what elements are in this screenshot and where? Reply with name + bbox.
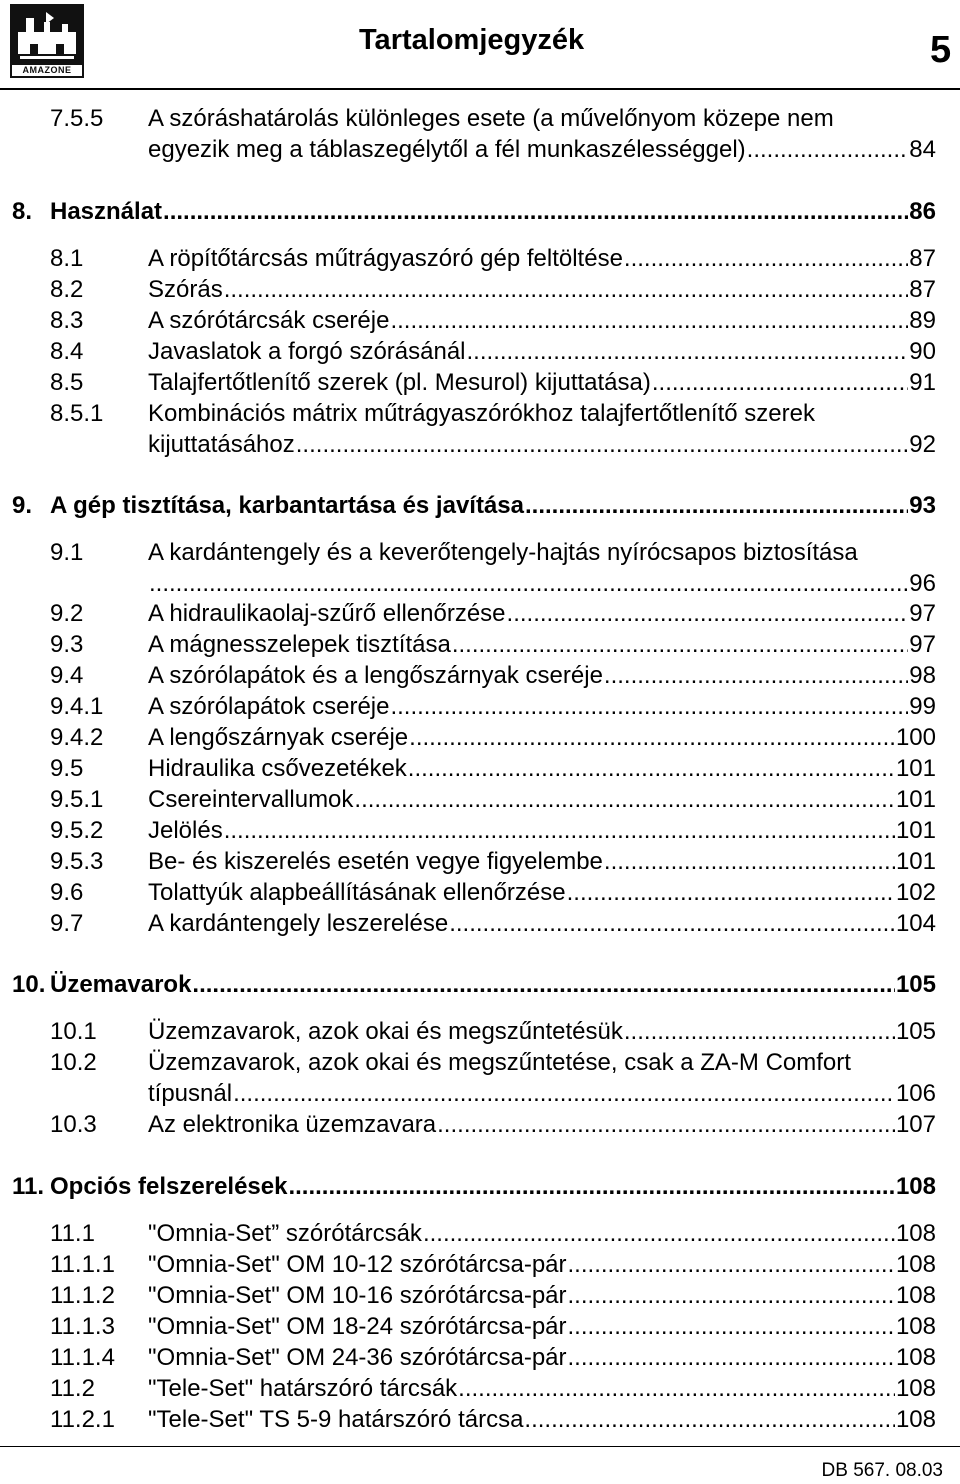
dot-leader xyxy=(524,1404,895,1435)
toc-entry-page: 87 xyxy=(909,245,936,272)
dot-leader xyxy=(149,568,908,599)
dot-leader xyxy=(409,722,895,753)
toc-entry-body xyxy=(148,1047,936,1109)
dot-leader xyxy=(568,1280,895,1311)
toc-entry-number: 11.1.3 xyxy=(50,1313,115,1340)
toc-entry-body xyxy=(148,753,936,784)
toc-entry-number: 9.4 xyxy=(50,662,84,689)
toc-entry-number: 10.2 xyxy=(50,1049,97,1076)
dot-leader xyxy=(568,1249,895,1280)
toc-entry-page: 100 xyxy=(895,724,936,751)
dot-leader xyxy=(233,1078,895,1109)
toc-entry-title: "Omnia-Set" OM 18-24 szórótárcsa-pár xyxy=(148,1313,567,1340)
toc-entry-body xyxy=(148,1373,936,1404)
toc-entry-page: 97 xyxy=(909,631,936,658)
toc-entry-number: 9.3 xyxy=(50,631,84,658)
toc-entry-page: 108 xyxy=(895,1251,936,1278)
toc-entry-body xyxy=(50,969,936,1000)
dot-leader xyxy=(458,1373,895,1404)
dot-leader xyxy=(568,1311,895,1342)
toc-entry-number: 8.5.1 xyxy=(50,400,104,427)
toc-entry-body xyxy=(148,846,936,877)
toc-entry-body xyxy=(148,336,936,367)
dot-leader xyxy=(507,598,909,629)
document-code: DB 567. 08.03 xyxy=(821,1460,943,1481)
toc-entry-title: típusnál xyxy=(148,1080,233,1107)
toc-entry-body xyxy=(148,305,936,336)
toc-entry-body xyxy=(148,274,936,305)
toc-entry-number: 9.4.1 xyxy=(50,693,104,720)
toc-entry-body xyxy=(50,490,936,521)
dot-leader xyxy=(747,134,909,165)
toc-entry-number: 9.6 xyxy=(50,879,84,906)
toc-entry-page: 108 xyxy=(895,1375,936,1402)
toc-entry-page: 87 xyxy=(909,276,936,303)
toc-entry-page: 91 xyxy=(909,369,936,396)
toc-entry-body xyxy=(148,660,936,691)
toc-entry-page: 86 xyxy=(909,198,936,225)
toc-entry-page: 99 xyxy=(909,693,936,720)
toc-entry-title: "Omnia-Set” szórótárcsák xyxy=(148,1220,422,1247)
toc-entry-title-line: Üzemzavarok, azok okai és megszűntetése, csak a ZA-M Comfort xyxy=(148,1049,851,1076)
toc-entry-body xyxy=(50,1171,936,1202)
toc-entry-body xyxy=(148,908,936,939)
toc-entry-page: 102 xyxy=(895,879,936,906)
toc-entry-number: 9.1 xyxy=(50,539,84,566)
toc-entry-number: 11.1 xyxy=(50,1220,95,1247)
toc-entry-page: 108 xyxy=(895,1313,936,1340)
dot-leader xyxy=(224,815,895,846)
toc-entry-title: "Omnia-Set" OM 10-12 szórótárcsa-pár xyxy=(148,1251,567,1278)
toc-entry-number: 9.5.1 xyxy=(50,786,104,813)
toc-entry-number: 9. xyxy=(12,492,33,519)
toc-entry-number: 8.4 xyxy=(50,338,84,365)
toc-entry-page: 84 xyxy=(909,136,936,163)
dot-leader xyxy=(624,1016,895,1047)
toc-entry-title: A szórólapátok és a lengőszárnyak cseréje xyxy=(148,662,603,689)
dot-leader xyxy=(192,969,895,1000)
toc-entry-page: 108 xyxy=(895,1406,936,1433)
toc-entry-number: 10.3 xyxy=(50,1111,97,1138)
toc-entry-number: 8.3 xyxy=(50,307,84,334)
toc-entry-number: 9.5.2 xyxy=(50,817,104,844)
toc-entry-body xyxy=(148,367,936,398)
toc-entry-body xyxy=(148,784,936,815)
toc-entry-body xyxy=(50,196,936,227)
toc-entry-title: Talajfertőtlenítő szerek (pl. Mesurol) kijuttatása) xyxy=(148,369,651,396)
toc-entry-title-line: A szóráshatárolás különleges esete (a művelőnyom közepe nem xyxy=(148,105,834,132)
dot-leader xyxy=(568,1342,895,1373)
toc-entry-title: Használat xyxy=(50,198,163,225)
toc-entry-title: A hidraulikaolaj-szűrő ellenőrzése xyxy=(148,600,506,627)
toc-entry-title-line: A kardántengely és a keverőtengely-hajtás nyírócsapos biztosítása xyxy=(148,539,858,566)
toc-entry-page: 108 xyxy=(895,1282,936,1309)
toc-entry-title: A gép tisztítása, karbantartása és javítása xyxy=(50,492,524,519)
toc-entry-page: 101 xyxy=(895,755,936,782)
toc-entry-number: 9.2 xyxy=(50,600,84,627)
toc-entry-title: Be- és kiszerelés esetén vegye figyelembe xyxy=(148,848,603,875)
toc-entry-title: Üzemavarok xyxy=(50,971,192,998)
toc-entry-body xyxy=(148,103,936,165)
toc-entry-body xyxy=(148,537,936,599)
toc-entry-body xyxy=(148,877,936,908)
toc-entry-title: A röpítőtárcsás műtrágyaszóró gép feltöltése xyxy=(148,245,623,272)
toc-entry-page: 107 xyxy=(895,1111,936,1138)
toc-entry-page: 105 xyxy=(895,971,936,998)
dot-leader xyxy=(467,336,909,367)
toc-entry-number: 9.4.2 xyxy=(50,724,104,751)
dot-leader xyxy=(354,784,895,815)
dot-leader xyxy=(449,908,895,939)
dot-leader xyxy=(652,367,908,398)
dot-leader xyxy=(604,846,895,877)
dot-leader xyxy=(163,196,908,227)
toc-entry-body xyxy=(148,722,936,753)
toc-entry-title: Hidraulika csővezetékek xyxy=(148,755,407,782)
toc-entry-page: 104 xyxy=(895,910,936,937)
dot-leader xyxy=(296,429,909,460)
toc-entry-title: Opciós felszerelések xyxy=(50,1173,288,1200)
toc-entry-title: A lengőszárnyak cseréje xyxy=(148,724,409,751)
toc-entry-number: 9.5 xyxy=(50,755,84,782)
toc-entry-title: Csereintervallumok xyxy=(148,786,354,813)
toc-entry-body xyxy=(148,691,936,722)
toc-entry-body xyxy=(148,1342,936,1373)
toc-entry-body xyxy=(148,815,936,846)
dot-leader xyxy=(567,877,895,908)
toc-entry-body xyxy=(148,1404,936,1435)
toc-entry-number: 11. xyxy=(12,1173,45,1200)
toc-entry-title: Az elektronika üzemzavara xyxy=(148,1111,437,1138)
toc-entry-page: 108 xyxy=(895,1220,936,1247)
footer-divider xyxy=(0,1446,960,1447)
toc-entry-title: Tolattyúk alapbeállításának ellenőrzése xyxy=(148,879,566,906)
toc-entry-page: 101 xyxy=(895,848,936,875)
toc-entry-title: Jelölés xyxy=(148,817,223,844)
toc-entry-number: 11.2 xyxy=(50,1375,95,1402)
dot-leader xyxy=(224,274,909,305)
toc-entry-page: 90 xyxy=(909,338,936,365)
toc-entry-number: 11.1.1 xyxy=(50,1251,115,1278)
toc-entry-title: "Omnia-Set" OM 24-36 szórótárcsa-pár xyxy=(148,1344,567,1371)
toc-entry-title: egyezik meg a táblaszegélytől a fél munkaszélességgel) xyxy=(148,136,746,163)
toc-entry-body xyxy=(148,598,936,629)
toc-entry-title: "Tele-Set" TS 5-9 határszóró tárcsa xyxy=(148,1406,524,1433)
toc-entry-number: 8.1 xyxy=(50,245,84,272)
toc-entry-page: 93 xyxy=(909,492,936,519)
logo-label: AMAZONE xyxy=(12,65,82,76)
toc-entry-title: A kardántengely leszerelése xyxy=(148,910,449,937)
dot-leader xyxy=(423,1218,895,1249)
toc-entry-number: 8.2 xyxy=(50,276,84,303)
toc-entry-body xyxy=(148,1311,936,1342)
toc-entry-number: 11.2.1 xyxy=(50,1406,115,1433)
toc-entry-number: 10.1 xyxy=(50,1018,97,1045)
dot-leader xyxy=(452,629,908,660)
toc-entry-page: 105 xyxy=(895,1018,936,1045)
toc-entry-page: 97 xyxy=(909,600,936,627)
dot-leader xyxy=(525,490,908,521)
dot-leader xyxy=(288,1171,894,1202)
toc-entry-page: 108 xyxy=(895,1173,936,1200)
toc-entry-body xyxy=(148,1280,936,1311)
toc-entry-body xyxy=(148,398,936,460)
toc-entry-body xyxy=(148,629,936,660)
dot-leader xyxy=(390,305,908,336)
toc-entry-title: "Omnia-Set" OM 10-16 szórótárcsa-pár xyxy=(148,1282,567,1309)
toc-entry-page: 106 xyxy=(895,1080,936,1107)
toc-entry-title: A szórólapátok cseréje xyxy=(148,693,390,720)
toc-entry-body xyxy=(148,1218,936,1249)
toc-entry-title: A mágnesszelepek tisztítása xyxy=(148,631,451,658)
toc-entry-title: A szórótárcsák cseréje xyxy=(148,307,390,334)
toc-entry-page: 92 xyxy=(909,431,936,458)
toc-entry-page: 98 xyxy=(909,662,936,689)
toc-entry-page: 96 xyxy=(909,570,936,597)
dot-leader xyxy=(604,660,908,691)
toc-entry-number: 11.1.4 xyxy=(50,1344,115,1371)
dot-leader xyxy=(624,243,908,274)
toc-entry-page: 101 xyxy=(895,786,936,813)
toc-entry-title: Üzemzavarok, azok okai és megszűntetésük xyxy=(148,1018,623,1045)
chapter-number: 5 xyxy=(930,29,952,71)
toc-entry-title-line: Kombinációs mátrix műtrágyaszórókhoz talajfertőtlenítő szerek xyxy=(148,400,815,427)
toc-entry-body xyxy=(148,243,936,274)
toc-entry-number: 7.5.5 xyxy=(50,105,104,132)
toc-entry-number: 8. xyxy=(12,198,33,225)
toc-entry-number: 8.5 xyxy=(50,369,84,396)
toc-entry-body xyxy=(148,1249,936,1280)
toc-entry-number: 11.1.2 xyxy=(50,1282,115,1309)
toc-entry-body xyxy=(148,1109,936,1140)
toc-entry-body xyxy=(148,1016,936,1047)
toc-entry-title: "Tele-Set" határszóró tárcsák xyxy=(148,1375,458,1402)
page-title: Tartalomjegyzék xyxy=(359,24,585,56)
dot-leader xyxy=(437,1109,895,1140)
toc-entry-page: 101 xyxy=(895,817,936,844)
toc-entry-title: Javaslatok a forgó szórásánál xyxy=(148,338,466,365)
toc-entry-number: 9.5.3 xyxy=(50,848,104,875)
toc-entry-page: 108 xyxy=(895,1344,936,1371)
toc-entry-number: 9.7 xyxy=(50,910,84,937)
toc-entry-title: Szórás xyxy=(148,276,223,303)
toc-entry-page: 89 xyxy=(909,307,936,334)
dot-leader xyxy=(390,691,908,722)
toc-entry-number: 10. xyxy=(12,971,46,998)
toc-entry-title: kijuttatásához xyxy=(148,431,295,458)
dot-leader xyxy=(408,753,895,784)
